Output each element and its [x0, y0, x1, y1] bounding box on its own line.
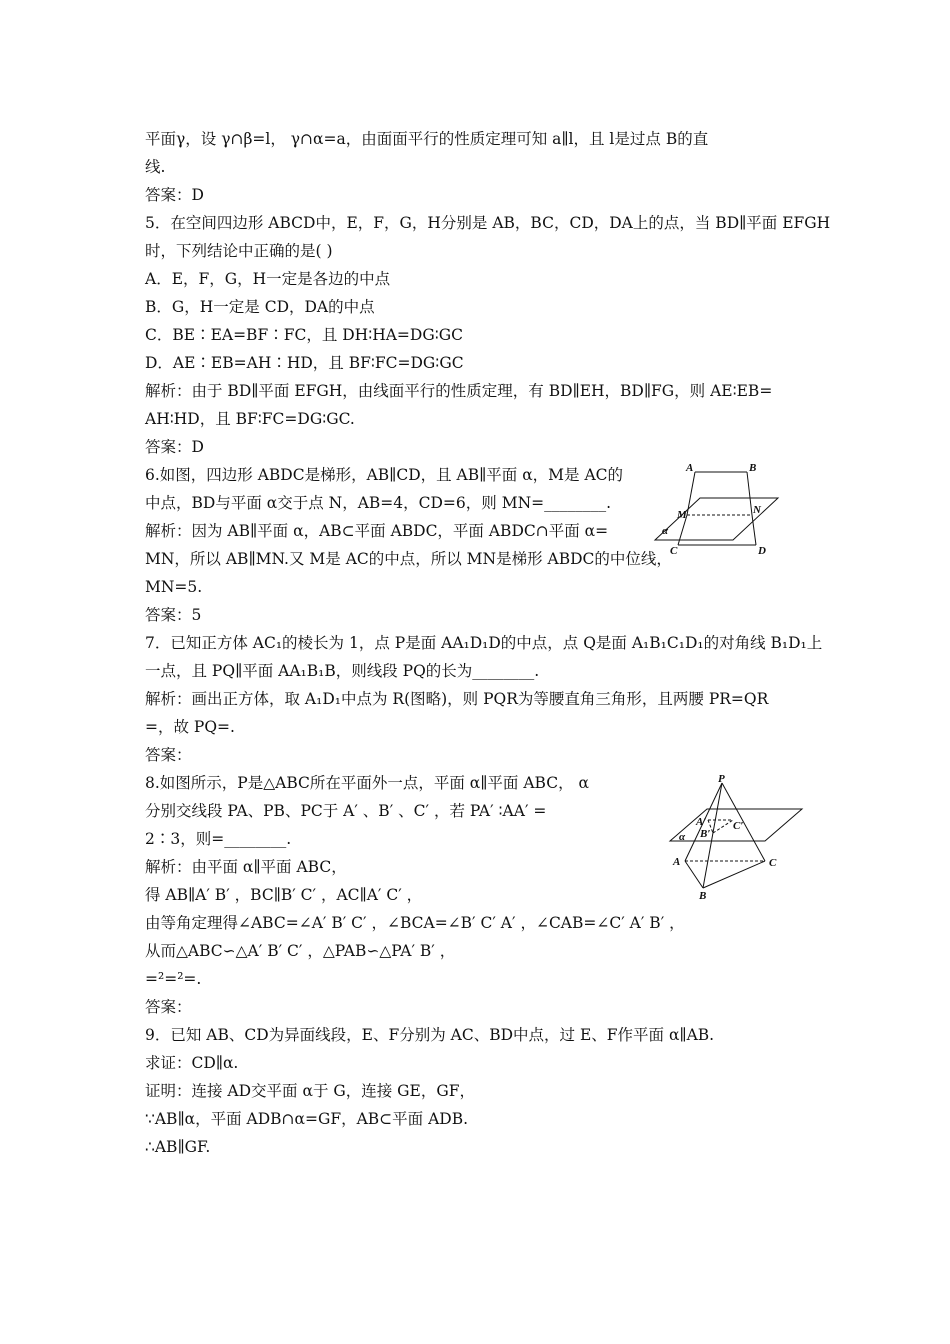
label-B1: B′ — [700, 828, 711, 840]
text-line: B．G，H一定是 CD，DA的中点 — [145, 298, 375, 316]
label-A: A — [673, 856, 681, 868]
text-line: 时，下列结论中正确的是( ) — [145, 242, 333, 260]
text-line: 8.如图所示，P是△ABC所在平面外一点，平面 α∥平面 ABC， α — [145, 774, 589, 792]
text-line: 答案：5 — [145, 606, 202, 624]
edge-bd-upper — [747, 472, 752, 515]
text-line: =²=²=. — [145, 970, 202, 988]
text-line: 中点，BD与平面 α交于点 N，AB=4，CD=6，则 MN=________. — [145, 494, 612, 512]
text-line: 9．已知 AB、CD为异面线段，E、F分别为 AC、BD中点，过 E、F作平面 α∥AB. — [145, 1026, 715, 1044]
edge-ac-upper — [687, 472, 695, 515]
text-line: =，故 PQ=. — [145, 718, 235, 736]
label-A1: A′ — [696, 816, 707, 828]
text-line: 解析：由于 BD∥平面 EFGH，由线面平行的性质定理，有 BD∥EH，BD∥FG，则 AE∶EB= — [145, 382, 773, 400]
text-line: 7．已知正方体 AC₁的棱长为 1，点 P是面 AA₁D₁D的中点，点 Q是面 A₁B₁C₁D₁的对角线 B₁D₁上 — [145, 634, 823, 652]
text-line: 从而△ABC∽△A′ B′ C′ ，△PAB∽△PA′ B′ ， — [145, 942, 456, 960]
text-line: 5．在空间四边形 ABCD中，E，F，G，H分别是 AB，BC，CD，DA上的点，当 BD∥平面 EFGH — [145, 214, 831, 232]
text-line: 由等角定理得∠ABC=∠A′ B′ C′ ，∠BCA=∠B′ C′ A′ ，∠CAB=∠C′ A′ B′ ， — [145, 914, 685, 932]
text-line: 2∶3，则=________. — [145, 830, 292, 848]
label-alpha: α — [662, 525, 669, 537]
text-line: 解析：因为 AB∥平面 α，AB⊂平面 ABDC，平面 ABDC∩平面 α= — [145, 522, 609, 540]
text-line: MN=5. — [145, 578, 203, 596]
label-B: B — [699, 890, 707, 900]
label-C1: C′ — [733, 820, 744, 832]
text-line: 答案：D — [145, 438, 204, 456]
text-line: 解析：画出正方体，取 A₁D₁中点为 R(图略)，则 PQR为等腰直角三角形，且两腰 PR=QR — [145, 690, 769, 708]
label-C: C — [670, 545, 678, 557]
trapezoid-plane-figure — [650, 460, 780, 560]
text-line: AH∶HD，且 BF∶FC=DG∶GC. — [145, 410, 355, 428]
label-A: A — [686, 462, 694, 474]
text-line: D．AE∶EB=AH∶HD，且 BF∶FC=DG∶GC — [145, 354, 464, 372]
text-line: 求证：CD∥α. — [145, 1054, 239, 1072]
label-N: N — [753, 504, 761, 516]
text-line: 平面γ，设 γ∩β=l， γ∩α=a，由面面平行的性质定理可知 a∥l，且 l是过点 B的直 — [145, 130, 709, 148]
edge-ab — [685, 861, 703, 888]
pyramid-plane-figure — [665, 775, 810, 900]
text-line: 答案：D — [145, 186, 204, 204]
text-line: MN，所以 AB∥MN.又 M是 AC的中点，所以 MN是梯形 ABDC的中位线， — [145, 550, 672, 568]
label-B: B — [749, 462, 757, 474]
label-P: P — [718, 775, 725, 785]
edge-b1c1 — [713, 820, 733, 833]
text-line: 线. — [145, 158, 166, 176]
text-line: 一点，且 PQ∥平面 AA₁B₁B，则线段 PQ的长为________. — [145, 662, 540, 680]
text-line: C．BE∶EA=BF∶FC，且 DH∶HA=DG∶GC — [145, 326, 464, 344]
text-line: ∵AB∥α，平面 ADB∩α=GF，AB⊂平面 ADB. — [145, 1110, 469, 1128]
label-D: D — [758, 545, 766, 557]
text-line: 分别交线段 PA、PB、PC于 A′ 、B′ 、C′ ，若 PA′ ∶AA′ = — [145, 802, 547, 820]
text-line: 得 AB∥A′ B′ ，BC∥B′ C′ ，AC∥A′ C′ ， — [145, 886, 423, 904]
text-line: 答案： — [145, 746, 192, 764]
text-line: A．E，F，G，H一定是各边的中点 — [145, 270, 391, 288]
text-line: 答案： — [145, 998, 192, 1016]
text-line: 证明：连接 AD交平面 α于 G，连接 GE，GF， — [145, 1082, 476, 1100]
label-alpha: α — [679, 831, 686, 843]
edge-bc — [703, 861, 765, 888]
edge-pc — [722, 783, 765, 861]
label-C: C — [769, 857, 777, 869]
text-line: ∴AB∥GF. — [145, 1138, 211, 1156]
text-line: 解析：由平面 α∥平面 ABC， — [145, 858, 347, 876]
text-line: 6.如图，四边形 ABDC是梯形，AB∥CD，且 AB∥平面 α，M是 AC的 — [145, 466, 624, 484]
label-M: M — [677, 509, 687, 521]
